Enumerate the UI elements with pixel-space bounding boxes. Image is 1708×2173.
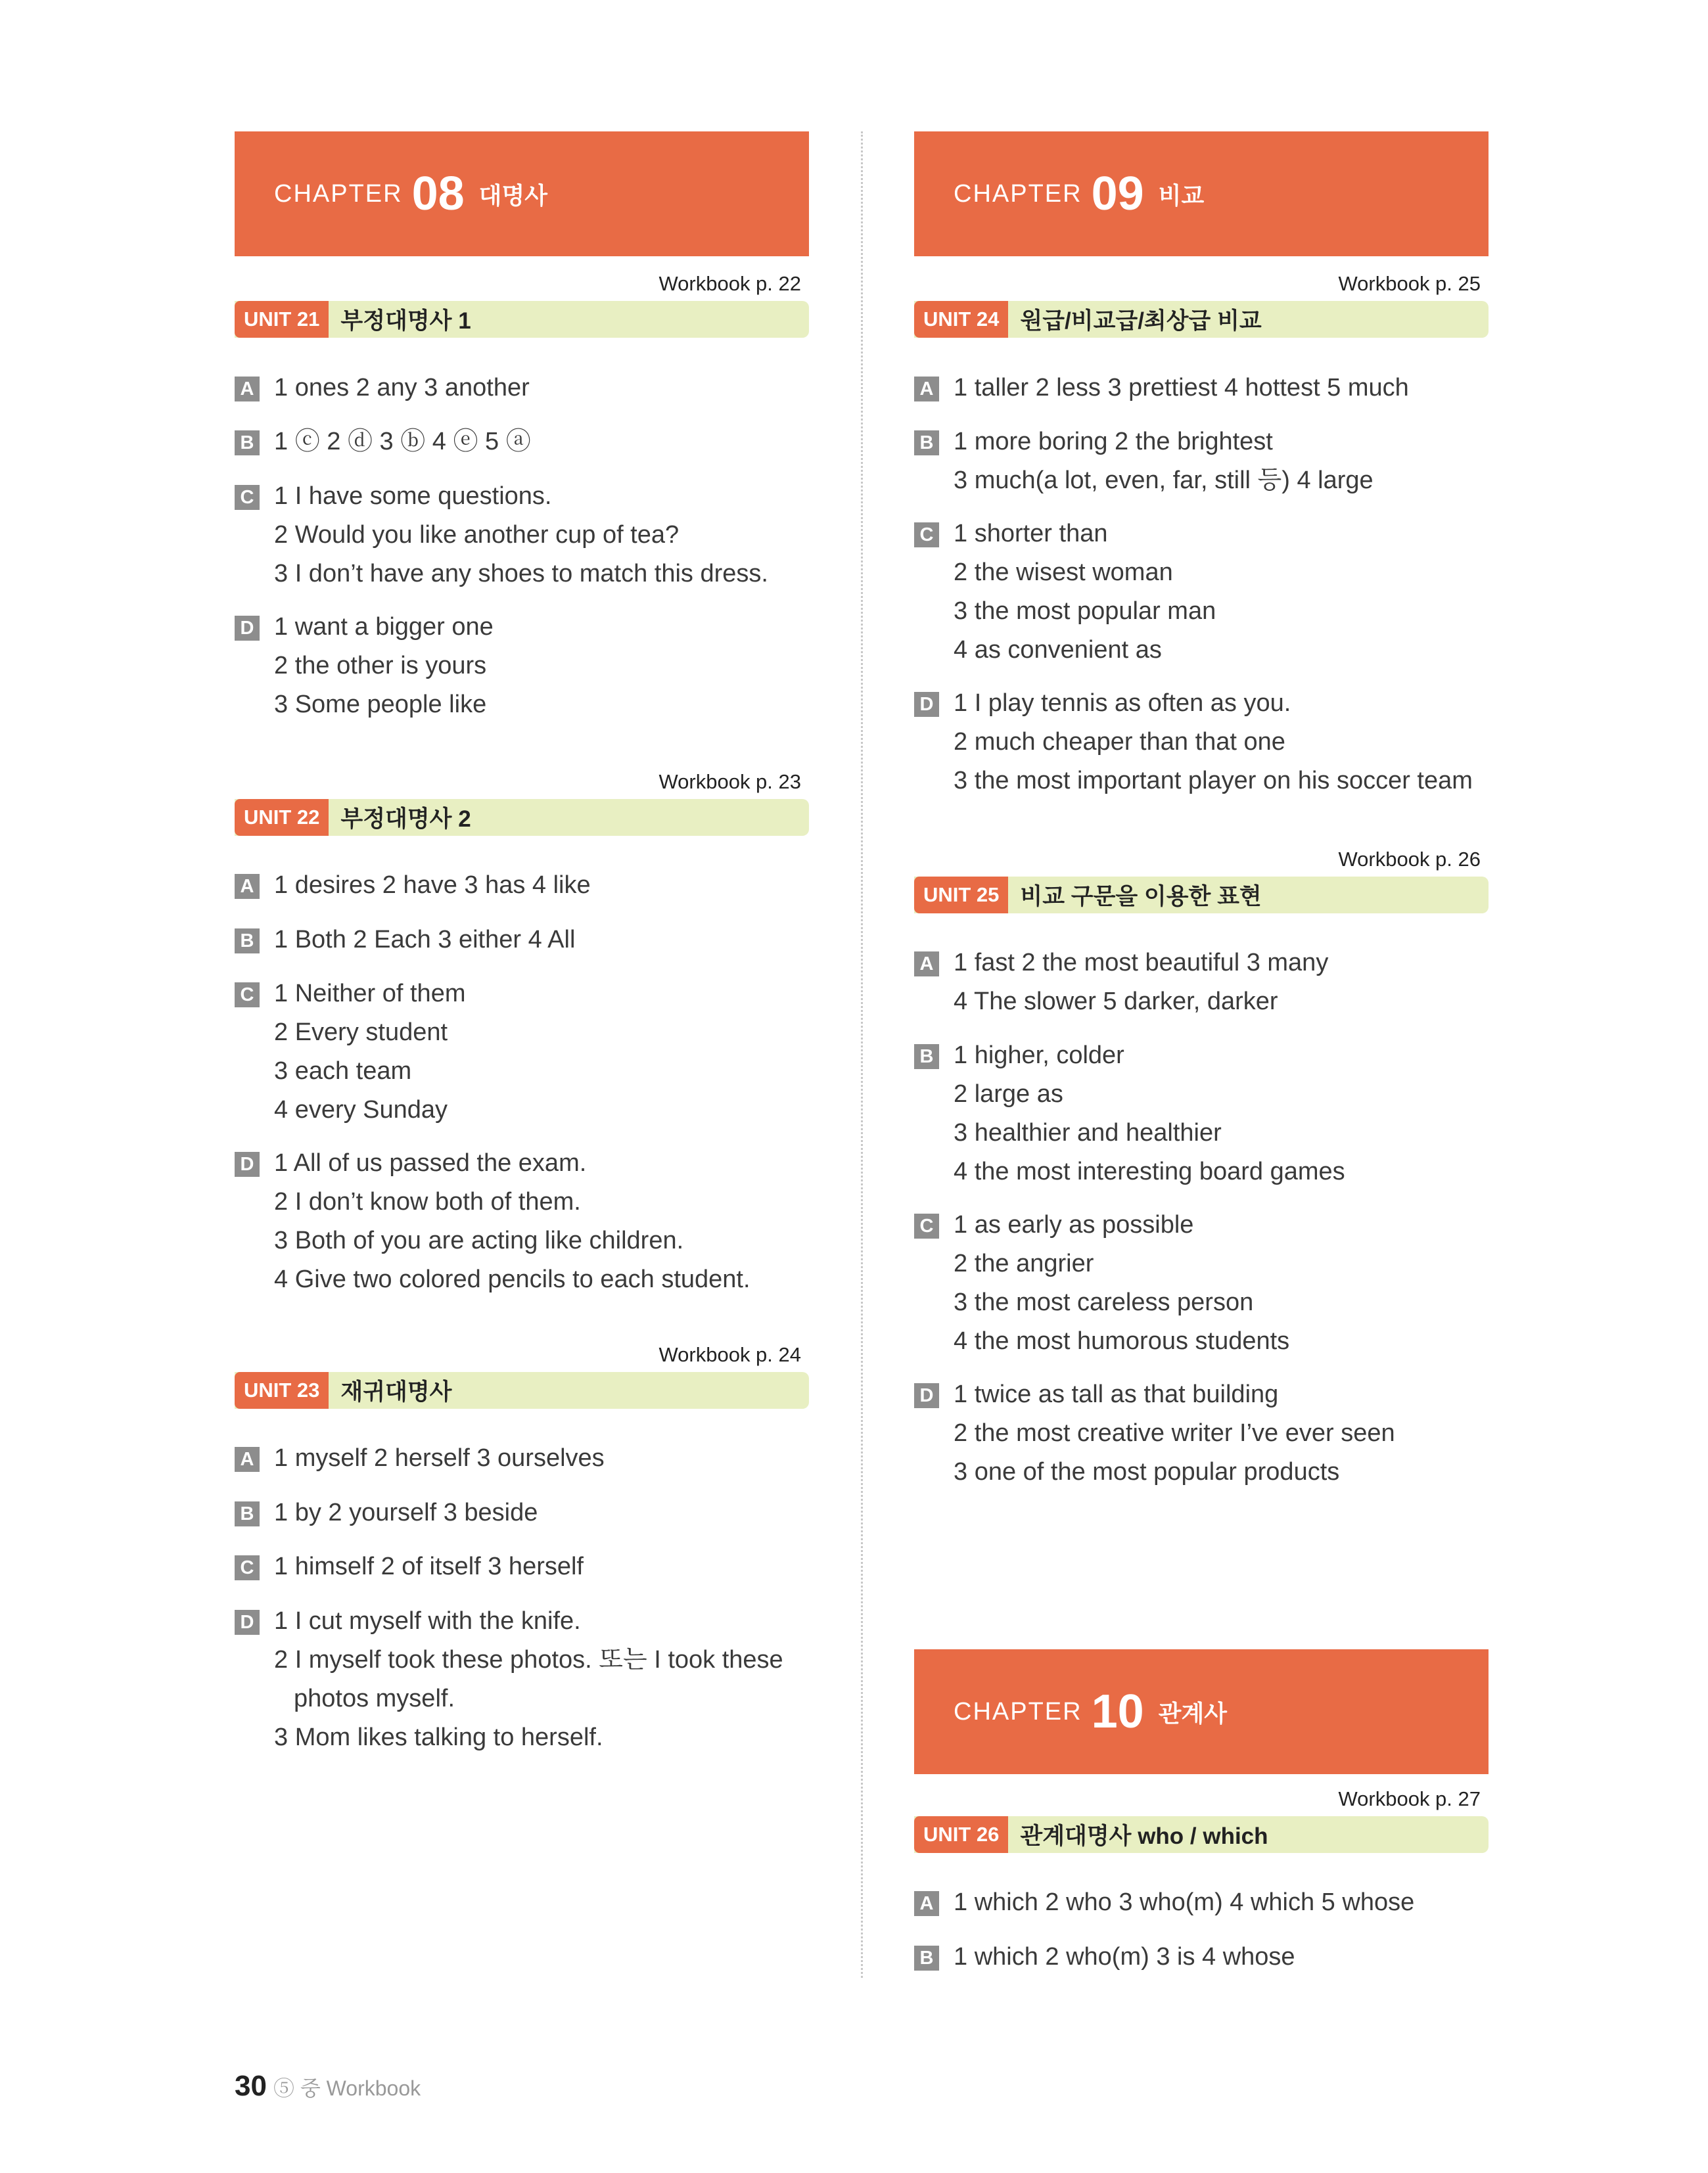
exercise-letter: D bbox=[235, 1610, 260, 1635]
chapter-number: 10 bbox=[1091, 1685, 1144, 1738]
answer-line: 4 Give two colored pencils to each student. bbox=[274, 1266, 750, 1293]
exercise-B bbox=[914, 423, 1489, 500]
exercise-A bbox=[914, 944, 1489, 1021]
unit-25-header bbox=[914, 877, 1489, 913]
exercise-B bbox=[235, 1494, 809, 1532]
exercise-letter: D bbox=[235, 616, 260, 641]
answer-line: 1 himself 2 of itself 3 herself bbox=[274, 1553, 584, 1580]
workbook-ref: Workbook p. 27 bbox=[1338, 1787, 1481, 1810]
answer-line: 2 large as bbox=[954, 1080, 1063, 1108]
exercise-C bbox=[914, 1206, 1489, 1361]
chapter-title: 비교 bbox=[1158, 181, 1205, 209]
chapter-number: 08 bbox=[411, 168, 465, 220]
unit-title: 재귀대명사 bbox=[340, 1379, 452, 1405]
workbook-ref: Workbook p. 23 bbox=[658, 770, 801, 793]
exercise-letter: B bbox=[235, 430, 260, 455]
answer-line: 2 the other is yours bbox=[274, 652, 487, 679]
workbook-ref: Workbook p. 24 bbox=[658, 1343, 801, 1366]
exercise-letter: B bbox=[914, 430, 939, 455]
answer-line: 1 which 2 who 3 who(m) 4 which 5 whose bbox=[954, 1888, 1415, 1916]
answer-line: 3 each team bbox=[274, 1057, 412, 1085]
answer-line: 3 I don’t have any shoes to match this dress. bbox=[274, 560, 768, 587]
answer-line: 3 Mom likes talking to herself. bbox=[274, 1724, 603, 1751]
left-column bbox=[235, 0, 809, 1971]
exercise-B bbox=[235, 423, 809, 461]
answer-line: 1 more boring 2 the brightest bbox=[954, 428, 1273, 455]
answer-line: 3 healthier and healthier bbox=[954, 1119, 1222, 1147]
answer-line: 4 the most humorous students bbox=[954, 1327, 1290, 1355]
unit-title: 비교 구문을 이용한 표현 bbox=[1020, 884, 1262, 909]
answer-line: 3 much(a lot, even, far, still 등) 4 large bbox=[954, 467, 1373, 494]
chapter-word: CHAPTER bbox=[274, 179, 403, 208]
chapter-number: 09 bbox=[1091, 168, 1144, 220]
answer-line: 1 ones 2 any 3 another bbox=[274, 374, 530, 401]
page-footer bbox=[235, 2070, 421, 2103]
unit-24-header bbox=[914, 301, 1489, 338]
answer-line: 1 as early as possible bbox=[954, 1211, 1194, 1239]
exercise-letter: A bbox=[235, 874, 260, 899]
answer-line: 1 I cut myself with the knife. bbox=[274, 1607, 581, 1635]
answer-line: 1 which 2 who(m) 3 is 4 whose bbox=[954, 1943, 1295, 1971]
workbook-ref: Workbook p. 26 bbox=[1338, 848, 1481, 871]
chapter-10-header bbox=[914, 1649, 1489, 1774]
exercise-D bbox=[235, 1602, 809, 1757]
exercise-A bbox=[235, 369, 809, 407]
exercise-D bbox=[914, 684, 1489, 800]
answer-line: 1 Neither of them bbox=[274, 980, 466, 1007]
answer-line: 1 I play tennis as often as you. bbox=[954, 689, 1291, 717]
exercise-letter: D bbox=[914, 692, 939, 717]
answer-line: 2 Would you like another cup of tea? bbox=[274, 521, 680, 549]
answer-line: 3 Some people like bbox=[274, 691, 487, 718]
answer-line: 1 myself 2 herself 3 ourselves bbox=[274, 1444, 605, 1472]
column-divider bbox=[861, 131, 863, 1978]
answer-line: 2 the most creative writer I’ve ever seen bbox=[954, 1419, 1395, 1447]
unit-23-header bbox=[235, 1372, 809, 1409]
workbook-ref: Workbook p. 25 bbox=[1338, 272, 1481, 295]
exercise-letter: D bbox=[235, 1152, 260, 1177]
unit-title: 부정대명사 1 bbox=[340, 308, 471, 334]
answer-line: 4 the most interesting board games bbox=[954, 1158, 1345, 1185]
unit-badge: UNIT 23 bbox=[235, 1372, 329, 1409]
answer-line: 2 Every student bbox=[274, 1018, 448, 1046]
answer-line: 3 one of the most popular products bbox=[954, 1458, 1340, 1486]
unit-21-header bbox=[235, 301, 809, 338]
unit-badge: UNIT 21 bbox=[235, 301, 329, 338]
answer-line: photos myself. bbox=[294, 1685, 455, 1712]
answer-line: 1 by 2 yourself 3 beside bbox=[274, 1499, 538, 1526]
right-column bbox=[914, 0, 1489, 1971]
answer-line: 4 The slower 5 darker, darker bbox=[954, 988, 1278, 1015]
answer-line: 3 the most popular man bbox=[954, 597, 1216, 625]
exercise-letter: A bbox=[914, 951, 939, 976]
answer-line: 1 desires 2 have 3 has 4 like bbox=[274, 871, 591, 899]
unit-title: 부정대명사 2 bbox=[340, 806, 471, 832]
answer-line: 1 twice as tall as that building bbox=[954, 1381, 1279, 1408]
answer-line: 1 All of us passed the exam. bbox=[274, 1149, 587, 1177]
unit-badge: UNIT 24 bbox=[914, 301, 1008, 338]
answer-line: 2 much cheaper than that one bbox=[954, 728, 1285, 756]
exercise-D bbox=[914, 1375, 1489, 1492]
chapter-title: 관계사 bbox=[1158, 1699, 1227, 1727]
answer-line: 1 taller 2 less 3 prettiest 4 hottest 5 much bbox=[954, 374, 1409, 401]
answer-line: 2 I myself took these photos. 또는 I took these bbox=[274, 1646, 783, 1674]
workbook-ref: Workbook p. 22 bbox=[658, 272, 801, 295]
unit-badge: UNIT 26 bbox=[914, 1816, 1008, 1853]
answer-line: 4 every Sunday bbox=[274, 1096, 448, 1124]
exercise-C bbox=[914, 515, 1489, 670]
page-number: 30 bbox=[235, 2070, 267, 2102]
answer-line: 3 the most careless person bbox=[954, 1289, 1254, 1316]
exercise-letter: B bbox=[235, 1501, 260, 1526]
exercise-A bbox=[914, 369, 1489, 407]
answer-line: 2 I don’t know both of them. bbox=[274, 1188, 581, 1216]
exercise-C bbox=[235, 974, 809, 1130]
exercise-letter: C bbox=[235, 1555, 260, 1580]
unit-22-header bbox=[235, 799, 809, 836]
answer-line: 1 fast 2 the most beautiful 3 many bbox=[954, 949, 1329, 976]
exercise-letter: A bbox=[914, 1891, 939, 1916]
answer-line: 1 want a bigger one bbox=[274, 613, 494, 641]
exercise-A bbox=[235, 866, 809, 905]
exercise-letter: A bbox=[914, 377, 939, 401]
footer-text: ⑤ 중 Workbook bbox=[273, 2076, 421, 2100]
answer-line: 2 the wisest woman bbox=[954, 559, 1173, 586]
exercise-letter: B bbox=[914, 1044, 939, 1069]
exercise-A bbox=[235, 1439, 809, 1478]
answer-line: 1 ⓒ 2 ⓓ 3 ⓑ 4 ⓔ 5 ⓐ bbox=[274, 428, 531, 455]
answer-line: 1 shorter than bbox=[954, 520, 1108, 547]
chapter-word: CHAPTER bbox=[954, 179, 1082, 208]
exercise-letter: C bbox=[235, 982, 260, 1007]
answer-line: 1 higher, colder bbox=[954, 1041, 1124, 1069]
exercise-B bbox=[914, 1938, 1489, 1977]
chapter-title: 대명사 bbox=[478, 181, 547, 209]
exercise-C bbox=[235, 477, 809, 593]
answer-line: 3 the most important player on his soccer team bbox=[954, 767, 1473, 794]
unit-title: 원급/비교급/최상급 비교 bbox=[1020, 308, 1262, 334]
exercise-C bbox=[235, 1547, 809, 1586]
exercise-letter: D bbox=[914, 1383, 939, 1408]
answer-line: 2 the angrier bbox=[954, 1250, 1094, 1277]
chapter-08-header bbox=[235, 131, 809, 256]
answer-line: 4 as convenient as bbox=[954, 636, 1162, 664]
exercise-B bbox=[235, 921, 809, 959]
exercise-letter: B bbox=[914, 1946, 939, 1971]
unit-title: 관계대명사 who / which bbox=[1020, 1823, 1268, 1849]
unit-26-header bbox=[914, 1816, 1489, 1853]
exercise-D bbox=[235, 608, 809, 724]
chapter-09-header bbox=[914, 131, 1489, 256]
answer-line: 3 Both of you are acting like children. bbox=[274, 1227, 684, 1254]
exercise-B bbox=[914, 1036, 1489, 1191]
exercise-letter: A bbox=[235, 377, 260, 401]
exercise-letter: C bbox=[235, 485, 260, 510]
exercise-letter: B bbox=[235, 928, 260, 953]
exercise-letter: C bbox=[914, 1214, 939, 1239]
answer-line: 1 Both 2 Each 3 either 4 All bbox=[274, 926, 576, 953]
unit-badge: UNIT 22 bbox=[235, 799, 329, 836]
exercise-D bbox=[235, 1144, 809, 1299]
unit-badge: UNIT 25 bbox=[914, 877, 1008, 913]
chapter-word: CHAPTER bbox=[954, 1697, 1082, 1726]
exercise-letter: A bbox=[235, 1447, 260, 1472]
answer-line: 1 I have some questions. bbox=[274, 482, 552, 510]
exercise-letter: C bbox=[914, 522, 939, 547]
exercise-A bbox=[914, 1883, 1489, 1922]
